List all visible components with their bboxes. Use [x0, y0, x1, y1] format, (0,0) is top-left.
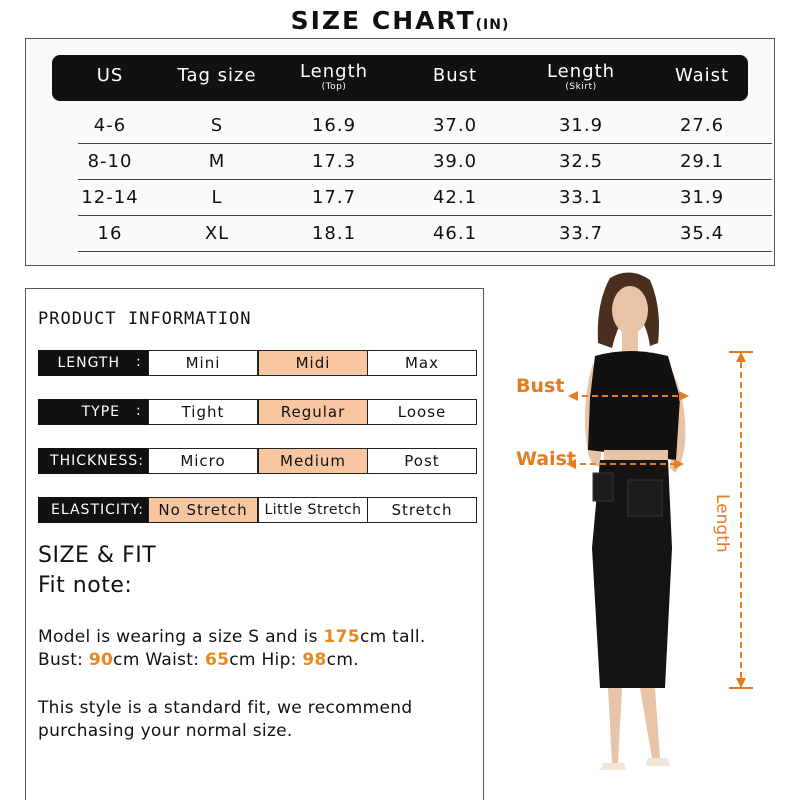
cell-length-skirt: 33.7	[558, 223, 604, 244]
fit-recommendation: This style is a standard fit, we recommend purchasing your normal size.	[38, 698, 413, 741]
option-tight: Tight	[148, 399, 258, 425]
attribute-label: TYPE	[38, 399, 148, 425]
attribute-label: LENGTH	[38, 350, 148, 376]
option-loose: Loose	[367, 399, 477, 425]
model-bust: 90	[88, 650, 114, 670]
cell-length-top: 16.9	[311, 115, 357, 136]
cell-waist: 27.6	[679, 115, 725, 136]
cell-bust: 39.0	[432, 151, 478, 172]
option-no-stretch-selected: No Stretch	[148, 497, 258, 523]
attribute-label: ELASTICITY:	[38, 497, 148, 523]
attribute-colon: :	[136, 354, 141, 370]
cell-length-skirt: 32.5	[558, 151, 604, 172]
cell-tag-size: L	[211, 187, 223, 208]
table-row	[78, 145, 772, 180]
attribute-length	[38, 350, 478, 376]
cell-length-skirt: 33.1	[558, 187, 604, 208]
header-bust: Bust	[432, 65, 478, 86]
cell-tag-size: M	[208, 151, 226, 172]
option-post: Post	[367, 448, 477, 474]
header-tag-size: Tag size	[177, 65, 257, 86]
cell-length-top: 17.3	[311, 151, 357, 172]
title-text: SIZE CHART	[290, 6, 476, 35]
model-waist: 65	[205, 650, 230, 670]
header-length-top: Length (Top)	[299, 61, 369, 92]
model-figure-illustration	[500, 268, 800, 800]
header-length-skirt: Length (Skirt)	[546, 61, 616, 92]
table-row	[78, 217, 772, 252]
option-regular-selected: Regular	[258, 399, 368, 425]
size-fit-heading: SIZE & FIT	[38, 543, 157, 568]
cell-us: 16	[97, 223, 123, 244]
header-us: US	[96, 65, 124, 86]
option-stretch: Stretch	[367, 497, 477, 523]
cell-waist: 29.1	[679, 151, 725, 172]
cell-tag-size: XL	[204, 223, 230, 244]
size-chart-table	[25, 38, 775, 266]
cell-tag-size: S	[210, 115, 224, 136]
attribute-elasticity	[38, 497, 478, 523]
table-row	[78, 109, 772, 144]
attribute-thickness	[38, 448, 478, 474]
cell-waist: 31.9	[679, 187, 725, 208]
option-medium-selected: Medium	[258, 448, 368, 474]
model-height: 175	[323, 627, 360, 647]
header-waist: Waist	[674, 65, 730, 86]
cell-length-top: 17.7	[311, 187, 357, 208]
option-max: Max	[367, 350, 477, 376]
cell-us: 8-10	[87, 151, 133, 172]
attribute-type	[38, 399, 478, 425]
cell-length-top: 18.1	[311, 223, 357, 244]
table-row	[78, 181, 772, 216]
model-hip: 98	[302, 650, 327, 670]
title-unit: (IN)	[475, 17, 510, 33]
model-info: Model is wearing a size S and is 175cm tall. Bust: 90cm Waist: 65cm Hip: 98cm.	[38, 627, 426, 670]
cell-waist: 35.4	[679, 223, 725, 244]
waist-measure-label: Waist	[516, 448, 577, 470]
option-micro: Micro	[148, 448, 258, 474]
cell-bust: 46.1	[432, 223, 478, 244]
table-header	[52, 55, 748, 101]
cell-bust: 37.0	[432, 115, 478, 136]
page-title	[0, 6, 800, 35]
attribute-colon: :	[136, 403, 141, 419]
cell-length-skirt: 31.9	[558, 115, 604, 136]
fit-note-label: Fit note:	[38, 573, 133, 598]
bust-measure-label: Bust	[516, 375, 565, 397]
model-photo	[500, 268, 800, 800]
option-midi-selected: Midi	[258, 350, 368, 376]
option-little-stretch: Little Stretch	[258, 497, 368, 523]
cell-bust: 42.1	[432, 187, 478, 208]
cell-us: 4-6	[93, 115, 127, 136]
attribute-label: THICKNESS:	[38, 448, 148, 474]
cell-us: 12-14	[81, 187, 139, 208]
length-measure-label: Length	[712, 494, 732, 553]
option-mini: Mini	[148, 350, 258, 376]
product-info-title: PRODUCT INFORMATION	[38, 309, 252, 329]
